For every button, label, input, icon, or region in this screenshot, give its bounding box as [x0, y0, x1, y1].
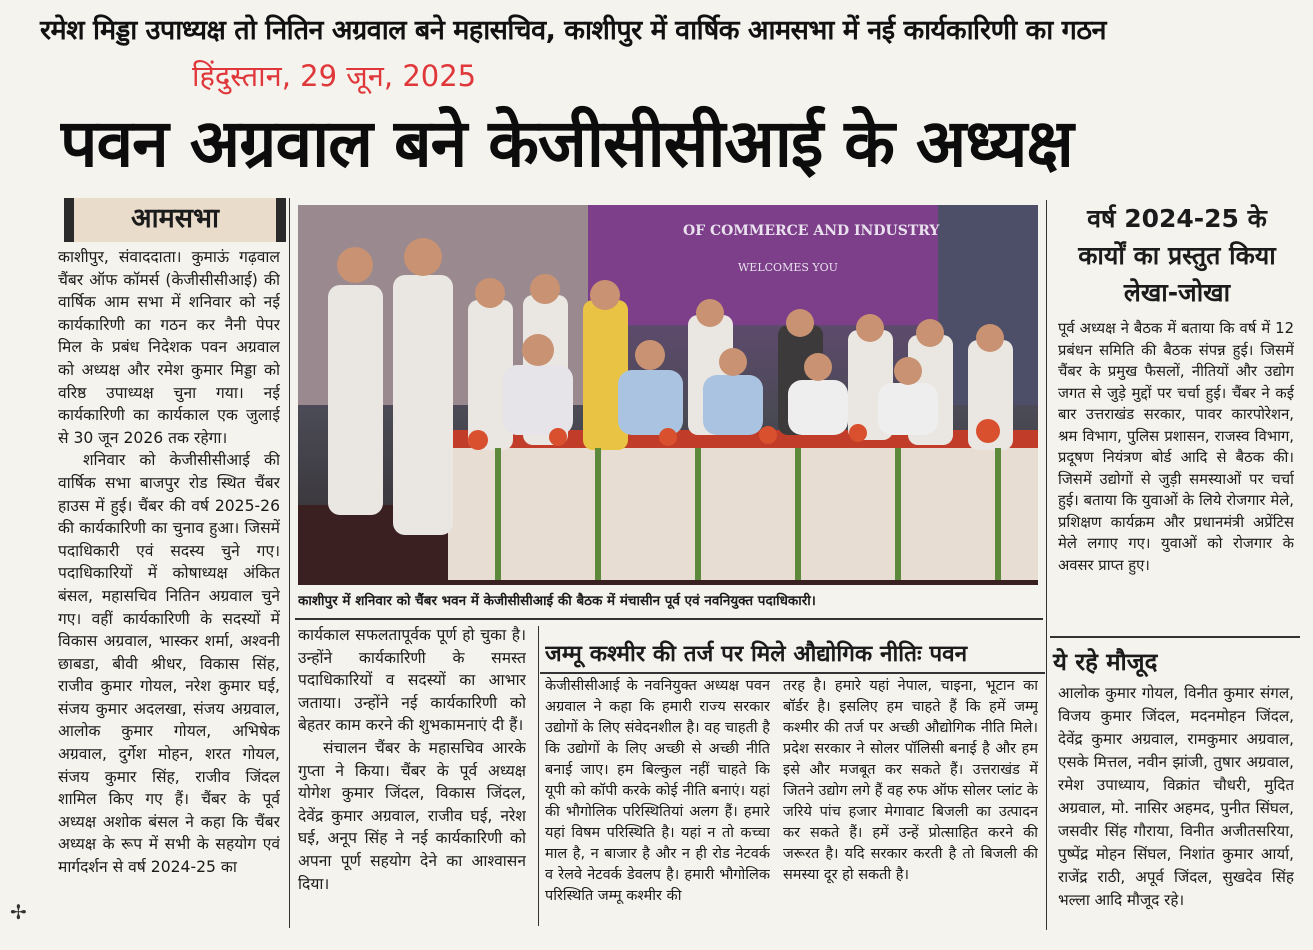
mid-story-text-a: केजीसीसीआई के नवनियुक्त अध्यक्ष पवन अग्रवाल ने कहा कि हमारी राज्य सरकार उद्योगों के लिए संवेदनशील है। वह चाहती है कि उद्योगों के लिए अच्छी से अच्छी नीति बनाई जाए। हम बिल्कुल नहीं चाहते कि यूपी को कॉपी करके कोई नीति बनाएं। यहां की भौगोलिक परिस्थितियां अलग हैं। हमारे यहां विषम परिस्थिति है। यहां न तो कच्चा माल है, न बाजार है और न ही रोड नेटवर्क व रेलवे नेटवर्क डेवलप है। हमारी भौगोलिक परिस्थिति जम्मू कश्मीर की [545, 678, 770, 904]
banner-text-2: WELCOMES YOU [738, 261, 838, 274]
side-bottom-rule [1050, 636, 1300, 638]
side-story-text: पूर्व अध्यक्ष ने बैठक में बताया कि वर्ष में 12 प्रबंधन समिति की बैठक संपन्न हुई। जिसमें चैंबर के प्रमुख फैसलों, नीतियों और उद्योग जगत से जुड़े मुद्दों पर चर्चा हुई। चैंबर ने कई बार उत्तराखंड सरकार, पावर कारपोरेशन, श्रम विभाग, पुलिस प्रशासन, राजस्व विभाग, प्रदूषण नियंत्रण बोर्ड आदि से बैठक की। जिसमें उद्योगों से जुड़ी समस्याओं पर चर्चा हुई। बताया कि युवाओं के लिये रोजगार मेले, प्रशिक्षण कार्यक्रम और प्रधानमंत्री अप्रेंटिस मेले लगाए गए। युवाओं को रोजगार के अवसर प्राप्त हुए। [1058, 320, 1294, 574]
photo-caption: काशीपुर में शनिवार को चैंबर भवन में केजीसीसीआई की बैठक में मंचासीन पूर्व एवं नवनियुक्त पदाधिकारी। [298, 593, 816, 609]
side-story-heading: वर्ष 2024-25 के कार्यों का प्रस्तुत किया लेखा-जोखा [1078, 204, 1276, 307]
col2-paragraph-2: संचालन चैंबर के महासचिव आरके गुप्ता ने किया। चैंबर के पूर्व अध्यक्ष योगेश कुमार जिंदल, विकास जिंदल, देवेंद्र कुमार अग्रवाल, राजीव घई, नरेश घई, अनूप सिंह ने नई कार्यकारिणी को अपना पूर्ण सहयोग देने का आश्वासन दिया। [298, 738, 526, 893]
col1-paragraph-2: शनिवार को केजीसीसीआई की वार्षिक सभा बाजपुर रोड स्थित चैंबर हाउस में हुई। चैंबर की वर्ष 2025-26 की कार्यकारिणी का चुनाव हुआ। जिसमें पदाधिकारी एवं सदस्य चुने गए। पदाधिकारियों में कोषाध्यक्ष अंकित बंसल, महासचिव नितिन अग्रवाल चुने गए। वहीं कार्यकारिणी के सदस्यों में विकास अग्रवाल, भास्कर शर्मा, अश्वनी छाबडा, बीवी श्रीधर, विकास सिंह, राजीव कुमार गोयल, नरेश कुमार घई, संजय कुमार अदलखा, संजय अग्रवाल, आलोक कुमार गोयल, अभिषेक अग्रवाल, दुर्गेश मोहन, शरत गोयल, संजय कुमार सिंह, राजीव जिंदल शामिल किए गए हैं। चैंबर के पूर्व अध्यक्ष अशोक बंसल ने कहा कि चैंबर अध्यक्ष के रूप में सभी के सहयोग एवं मार्गदर्शन से वर्ष 2024-25 का [58, 451, 280, 877]
stage-table [448, 430, 1038, 580]
register-mark-icon: ✢ [10, 900, 27, 924]
headline: पवन अग्रवाल बने केजीसीसीआई के अध्यक्ष [60, 105, 1073, 182]
column-rule-1 [289, 198, 290, 928]
col1-paragraph-1: काशीपुर, संवाददाता। कुमाऊं गढ़वाल चैंबर ऑफ कॉमर्स (केजीसीसीआई) की वार्षिक आम सभा में शनिवार को नई कार्यकारिणी का गठन कर नैनी पेपर मिल के प्रबंध निदेशक पवन अग्रवाल को अध्यक्ष और रमेश कुमार मिड्डा को वरिष्ठ उपाध्यक्ष चुना गया। नई कार्यकारिणी का कार्यकाल एक जुलाई से 30 जून 2026 तक रहेगा। [58, 248, 280, 447]
present-list-heading: ये रहे मौजूद [1053, 648, 1158, 676]
photo-bottom-rule [295, 618, 1043, 620]
side-rule [1046, 200, 1047, 930]
side-story-body [1058, 318, 1294, 630]
event-photo [298, 205, 1038, 585]
dateline: हिंदुस्तान, 29 जून, 2025 [192, 59, 477, 93]
present-list-body [1058, 682, 1294, 944]
present-list-text: आलोक कुमार गोयल, विनीत कुमार संगल, विजय कुमार जिंदल, मदनमोहन जिंदल, देवेंद्र कुमार अग्रवाल, रामकुमार अग्रवाल, एसके मित्तल, नवीन झांजी, तुषार अग्रवाल, रमेश उपाध्याय, विक्रांत चौधरी, मुदित अग्रवाल, मो. नासिर अहमद, पुनीत सिंघल, जसवीर सिंह गौराया, विनीत अजीतसरिया, पुष्पेंद्र मोहन सिंघल, निशांत कुमार आर्या, राजेंद्र राठी, अपूर्व जिंदल, सुखदेव सिंह भल्ला आदि मौजूद रहे। [1058, 684, 1294, 909]
stage-illustration [298, 205, 1038, 585]
section-tag: आमसभा [64, 198, 286, 242]
banner-text-1: OF COMMERCE AND INDUSTRY [683, 223, 940, 239]
mid-story-column-b [783, 676, 1038, 926]
column-1 [58, 246, 280, 926]
col2-paragraph-1: कार्यकाल सफलतापूर्वक पूर्ण हो चुका है। उन्होंने कार्यकारिणी के समस्त पदाधिकारियों व सदस्यों का आभार जताया। उन्होंने नई कार्यकारिणी को बेहतर काम करने की शुभकामनाएं दी हैं। [298, 626, 526, 735]
mid-story-left-rule [538, 626, 539, 926]
mid-story-text-b: तरह है। हमारे यहां नेपाल, चाइना, भूटान का बॉर्डर है। इसलिए हम चाहते हैं कि हमें जम्मू कश्मीर की तर्ज पर अच्छी औद्योगिक नीति मिले। प्रदेश सरकार ने सोलर पॉलिसी बनाई है और हम इसे और मजबूत कर सकते हैं। उत्तराखंड में जितने उद्योग लगे हैं वह रुफ ऑफ सोलर प्लांट के जरिये पांच हजार मेगावाट बिजली का उत्पादन कर सकते हैं। हमें उन्हें प्रोत्साहित करने की जरूरत है। यदि सरकार करती है तो बिजली की समस्या दूर हो सकती है। [783, 678, 1038, 883]
strapline: रमेश मिड्डा उपाध्यक्ष तो नितिन अग्रवाल बने महासचिव, काशीपुर में वार्षिक आमसभा में नई कार्यकारिणी का गठन [40, 15, 1107, 46]
mid-heading-rule [540, 672, 1045, 674]
column-2 [298, 624, 526, 929]
mid-story-column-a [545, 676, 770, 926]
mid-story-heading: जम्मू कश्मीर की तर्ज पर मिले औद्योगिक नीतिः पवन [545, 641, 968, 667]
